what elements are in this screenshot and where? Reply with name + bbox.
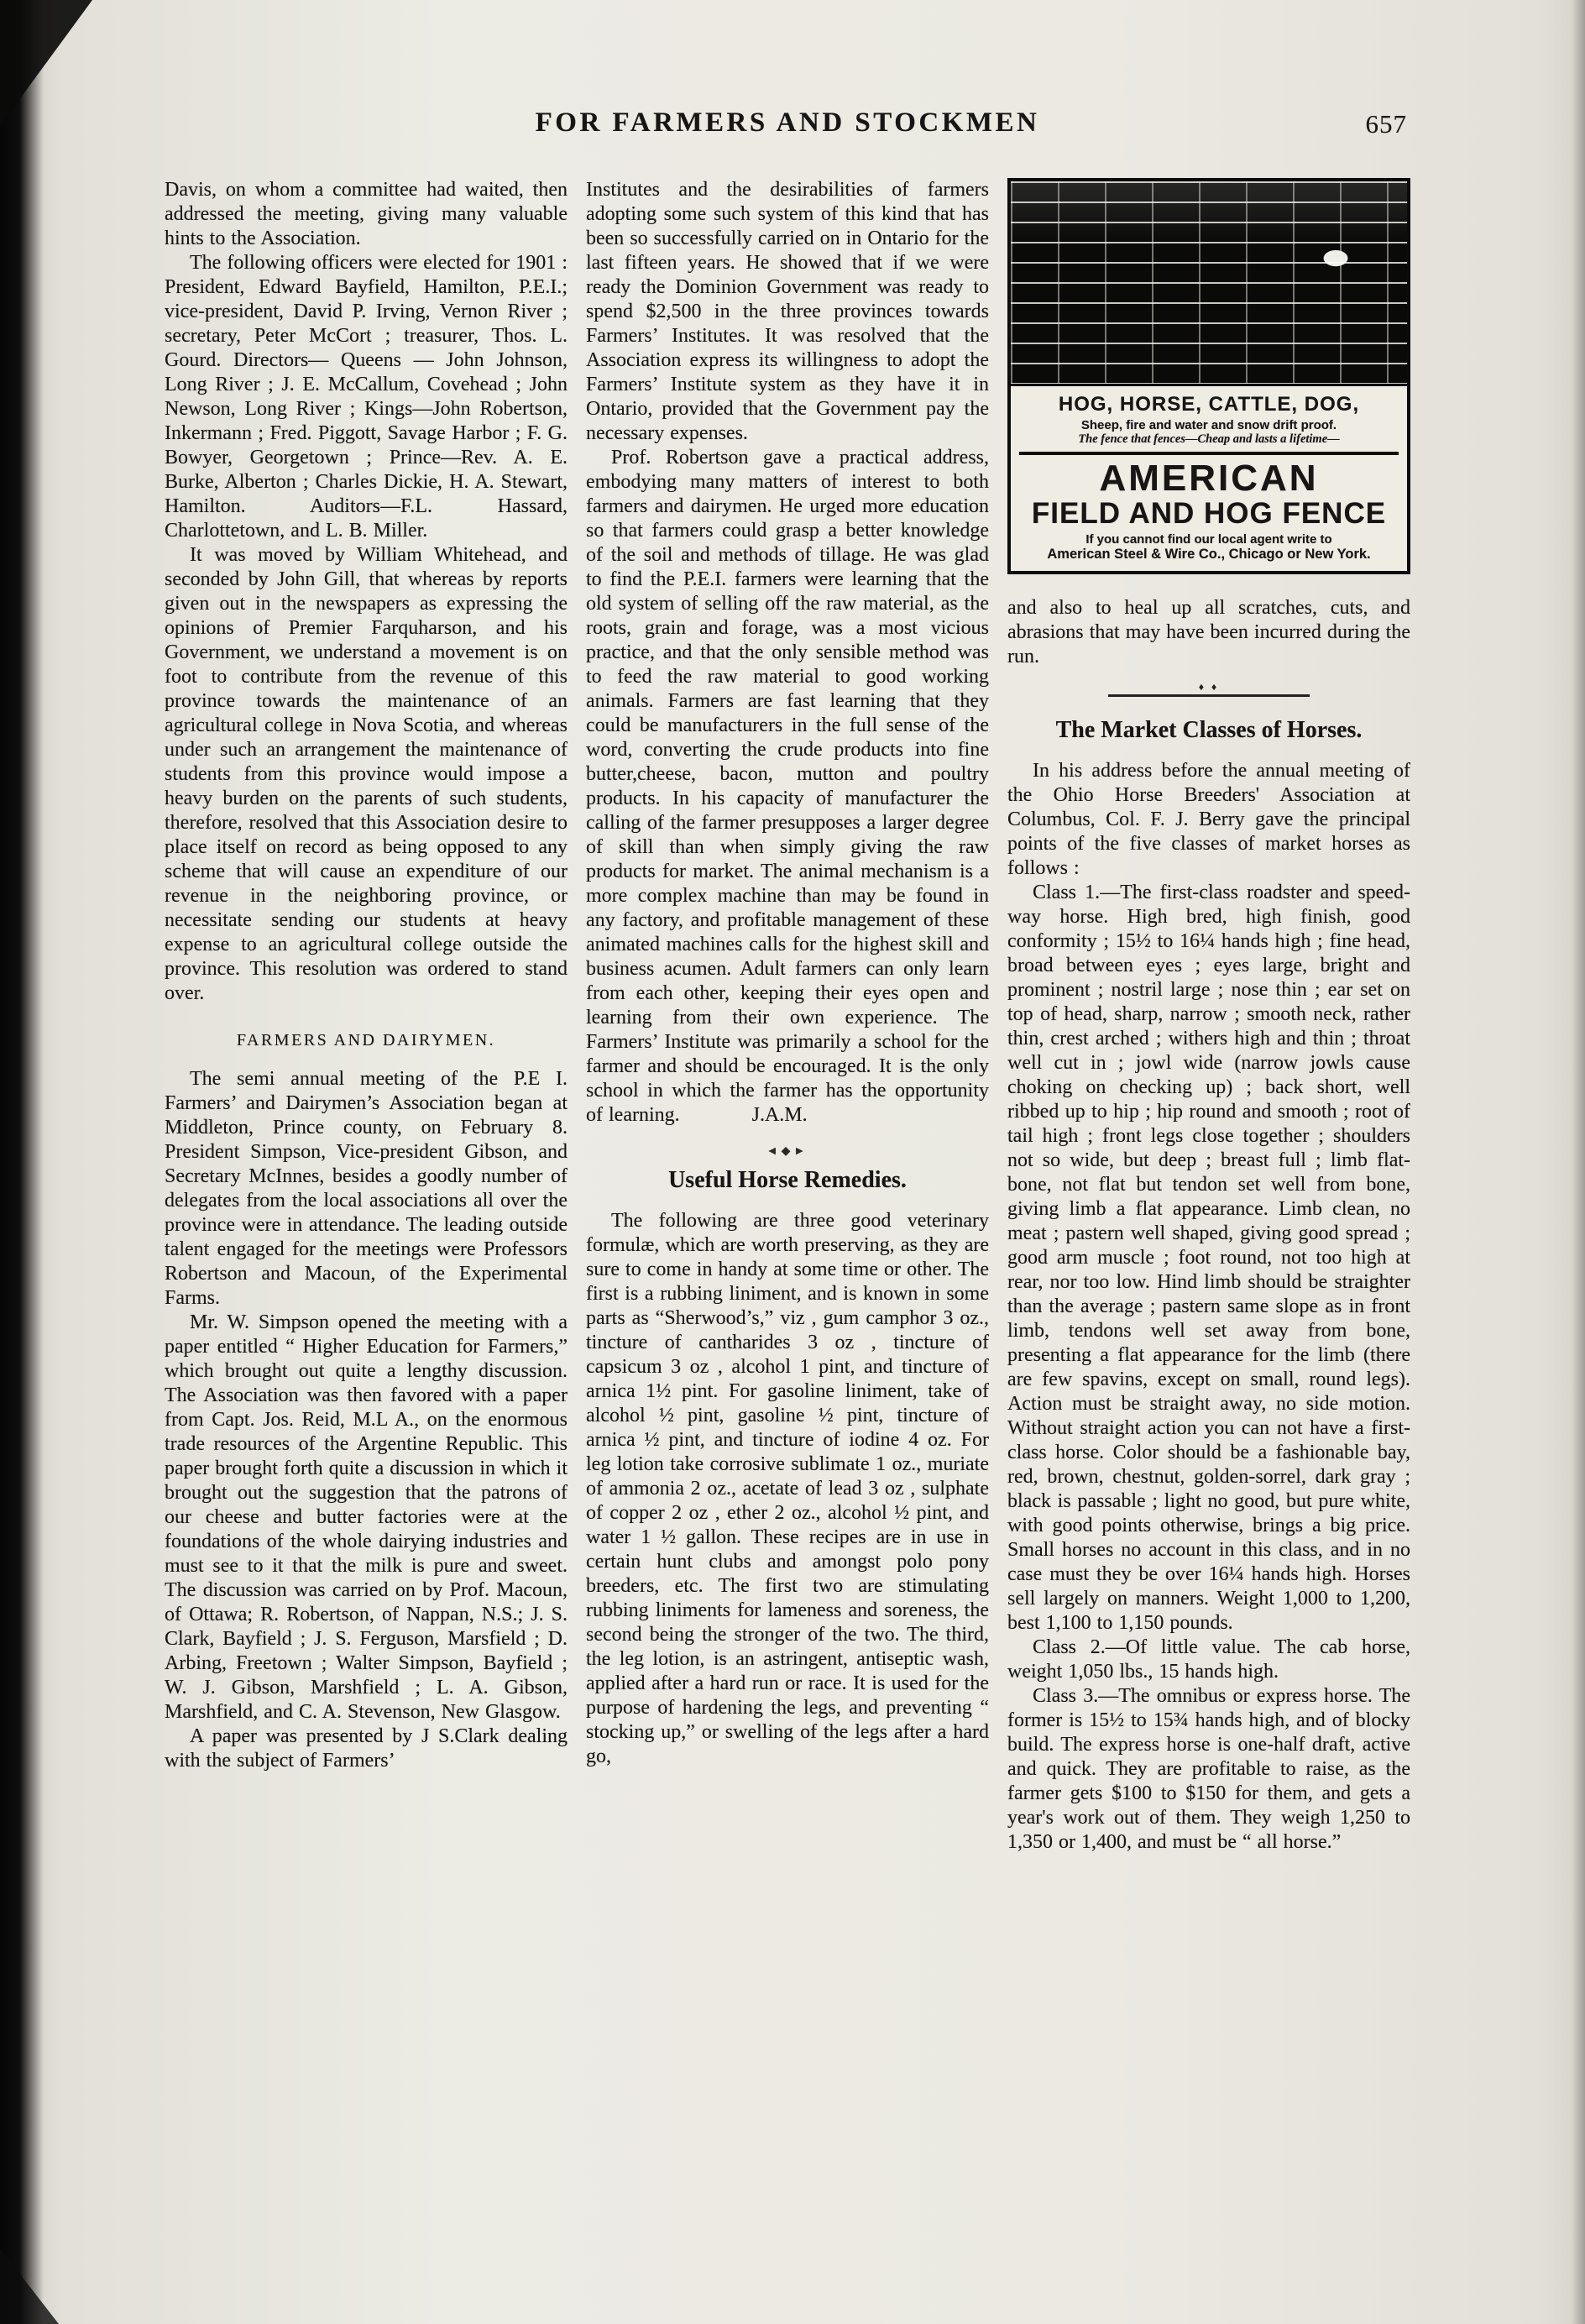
author-initials: J.A.M. [751, 1104, 808, 1126]
paragraph [586, 446, 989, 1128]
column-2 [586, 178, 989, 1855]
paragraph-text: Prof. Robertson gave a practical address, embodying many matters of interest to both farmers and dairymen. He urged more education so that farmers could grasp a better knowledge of the soil and methods of tillage. He was glad to find the P.E.I. farmers were learning that the old system of selling off the raw material, as the roots, grain and forage, was a most vicious practice, and that the only sensible method was to feed the raw material to good working animals. Farmers are fast learning that they could be manufacturers in the full sense of the word, converting the crude products into fine butter,cheese, bacon, mutton and poultry products. In his capacity of manufacturer the calling of the farmer presupposes a larger degree of skill than when simply giving the raw products for market. The animal mechanism is a more complex machine than may be found in any factory, and profitable management of these animated machines calls for the highest skill and business acumen. Adult farmers can only learn from each other, keeping their eyes open and learning from their own experience. The Farmers’ Institute was primarily a school for the farmer and should be encouraged. It is the only school in which the farmer has the opportunity of learning. [586, 447, 989, 1126]
article-heading-market-classes-of-horses: The Market Classes of Horses. [1055, 717, 1363, 744]
ad-headline: HOG, HORSE, CATTLE, DOG, [1058, 393, 1360, 416]
paragraph: The following are three good veterinary formulæ, which are worth preserving, as they are sure to come in handy at some time or other. The first is a rubbing liniment, and is known in some parts as “Sherwood’s,” viz , gum camphor 3 oz., tincture of cantharides 3 oz , tincture of capsicum 3 oz , alcohol 1 pint, and tincture of arnica 1½ pint. For gasoline liniment, take of alcohol ½ pint, gasoline ½ pint, tincture of arnica ½ pint, and tincture of iodine 4 oz. For leg lotion take corrosive sublimate 1 oz., muriate of ammonia 2 oz., acetate of lead 3 oz , sulphate of copper 2 oz , ether 2 oz., alcohol ½ pint, and water 1 ½ gallon. These recipes are in use in certain hunt clubs and amongst polo pony breeders, etc. The first two are stimulating rubbing liniments for lameness and soreness, the second being the stronger of the two. The third, the leg lotion, is an astringent, antiseptic wash, applied after a hard run or race. It is used for the purpose of hardening the legs, and preventing “ stocking up,” or swelling of the legs after a hard go, [586, 1210, 989, 1767]
paragraph: Davis, on whom a committee had waited, then addressed the meeting, giving many valuable hints to the Association. [165, 179, 568, 249]
ad-slogan: The fence that fences—Cheap and lasts a lifetime— [1019, 432, 1399, 455]
column-3 [1007, 178, 1410, 1855]
section-heading-farmers-and-dairymen: FARMERS AND DAIRYMEN. [236, 1031, 496, 1049]
fence-advertisement [1007, 178, 1410, 574]
ad-text-block [1011, 386, 1407, 571]
page-number: 657 [1365, 109, 1407, 139]
divider-diamonds-icon: ♦ ♦ [1198, 681, 1220, 694]
paragraph: Mr. W. Simpson opened the meeting with a paper entitled “ Higher Education for Farmers,” which brought out quite a lengthy discussion. The Association was then favored with a paper from Capt. Jos. Reid, M.L A., on the enormous trade resources of the Argentine Republic. This paper brought forth quite a discussion in which it brought out the suggestion that the patrons of our cheese and butter factories were at the foundations of the whole dairying industries and must see to it that the milk is pure and sweet. The discussion was carried on by Prof. Macoun, of Ottawa; R. Robertson, of Nappan, N.S.; J. S. Clark, Bayfield ; J. S. Ferguson, Marsfield ; D. Arbing, Freetown ; Walter Simpson, Bayfield ; W. J. Gibson, Marshfield ; L. A. Gibson, Marshfield, and C. A. Stevenson, New Glasgow. [165, 1311, 568, 1723]
divider-rule [1108, 681, 1310, 697]
page-header [165, 107, 1410, 154]
binding-shadow [0, 0, 44, 2324]
paragraph: In his address before the annual meeting of the Ohio Horse Breeders' Association at Columbus, Col. F. J. Berry gave the principal points of the five classes of market horses as follows : [1007, 760, 1410, 880]
ad-subline: Sheep, fire and water and snow drift proof. [1080, 418, 1337, 432]
article-heading-useful-horse-remedies: Useful Horse Remedies. [668, 1167, 907, 1193]
paragraph: The following officers were elected for 1901 : President, Edward Bayfield, Hamilton, P.E.I.; vice-president, David P. Irving, Vernon River ; secretary, Peter McCort ; treasurer, Thos. L. Gourd. Directors— Queens — John Johnson, Long River ; J. E. McCallum, Covehead ; John Newson, Long River ; Kings—John Robertson, Inkermann ; Fred. Piggott, Savage Harbor ; F. G. Bowyer, Georgetown ; Prince—Rev. A. E. Burke, Alberton ; Charles Dickie, H. A. Stewart, Hamilton. Auditors—F.L. Hassard, Charlottetown, and L. B. Miller. [165, 252, 568, 542]
paragraph: Class 2.—Of little value. The cab horse, weight 1,050 lbs., 15 hands high. [1007, 1636, 1410, 1683]
fence-illustration-image [1011, 181, 1407, 386]
three-column-text-block [165, 178, 1410, 1855]
paragraph: Class 3.—The omnibus or express horse. The former is 15½ to 15¾ hands high, and of blocky build. The express horse is one-half draft, active and quick. They are profitable to raise, as the farmer gets $100 to $150 for them, and gets a year's work out of them. They weigh 1,250 to 1,350 or 1,400, and must be “ all horse.” [1007, 1685, 1410, 1854]
paragraph: The semi annual meeting of the P.E I. Farmers’ and Dairymen’s Association began at Middleton, Prince county, on February 8. President Simpson, Vice-president Gibson, and Secretary McInnes, besides a goodly number of delegates from the local associations all over the province were in attendance. The leading outside talent engaged for the meetings were Professors Robertson and Macoun, of the Experimental Farms. [165, 1068, 568, 1309]
divider-ornament-icon: ◄◆► [766, 1145, 809, 1158]
paragraph: A paper was presented by J S.Clark dealing with the subject of Farmers’ [165, 1725, 568, 1772]
paragraph: Institutes and the desirabilities of farmers adopting some such system of this kind that has been so successfully carried on in Ontario for the last fifteen years. He showed that if we were ready the Dominion Government was ready to spend $2,500 in the three provinces towards Farmers’ Institutes. It was resolved that the Association express its willingness to adopt the Farmers’ Institute system as they have it in Ontario, provided that the Government pay the necessary expenses. [586, 179, 989, 444]
page-edge-shadow [1572, 0, 1585, 2324]
page-corner-shadow-bottom [0, 2248, 59, 2324]
page-corner-shadow-top [0, 0, 92, 126]
ad-brand-title: AMERICAN [1099, 458, 1319, 499]
journal-title: FOR FARMERS AND STOCKMEN [535, 107, 1040, 138]
paragraph: and also to heal up all scratches, cuts, and abrasions that may have been incurred during the run. [1007, 597, 1410, 668]
column-1 [165, 178, 568, 1855]
paragraph: It was moved by William Whitehead, and seconded by John Gill, that whereas by reports given out in the newspapers as expressing the opinions of Premier Farquharson, and his Government, we understand a movement is on foot to contribute from the revenue of this province towards the maintenance of an agricultural college in Nova Scotia, and whereas under such an arrangement the maintenance of students from this province would impose a heavy burden on the parents of such students, therefore, resolved that this Association desire to place itself on record as being opposed to any scheme that will cause an expenditure of our revenue in the neighboring province, or necessitate sending our students at heavy expense to an agricultural college outside the province. This resolution was ordered to stand over. [165, 544, 568, 1004]
ad-company-name: American Steel & Wire Co., Chicago or New York. [1047, 547, 1371, 563]
ad-contact-note: If you cannot find our local agent write to [1085, 532, 1332, 547]
ad-product-title: FIELD AND HOG FENCE [1031, 496, 1387, 530]
paragraph: Class 1.—The first-class roadster and speed-way horse. High bred, high finish, good conformity ; 15½ to 16¼ hands high ; fine head, broad between eyes ; eyes large, bright and prominent ; nostril large ; nose thin ; ear set on top of head, sharp, narrow ; smooth neck, rather thin, crest arched ; withers high and thin ; throat well cut in ; jowl wide (narrow jowls cause choking on checking up) ; back short, well ribbed up to hip ; hip round and smooth ; root of tail high ; front legs close together ; shoulders not so wide, but deep ; breast full ; limb flat-bone, not flat but tendon set well from bone, giving limb a flat appearance. Limb clean, no meat ; pastern well shaped, giving good spread ; good arm muscle ; foot round, not too high at rear, nor too low. Hind limb should be straighter than the average ; pastern same slope as in front limb, tendons well set away from bone, presenting a flat appearance for the limb (there are few spavins, except on small, round legs). Action must be straight away, no side motion. Without straight action you can not have a first-class horse. Color should be a fashionable bay, red, brown, chestnut, golden-sorrel, dark gray ; black is passable ; light no good, but pure white, with good points otherwise, brings a big price. Small horses no account in this class, and in no case must they be over 16¼ hands high. Horses sell largely on manners. Weight 1,000 to 1,200, best 1,100 to 1,150 pounds. [1007, 882, 1410, 1635]
